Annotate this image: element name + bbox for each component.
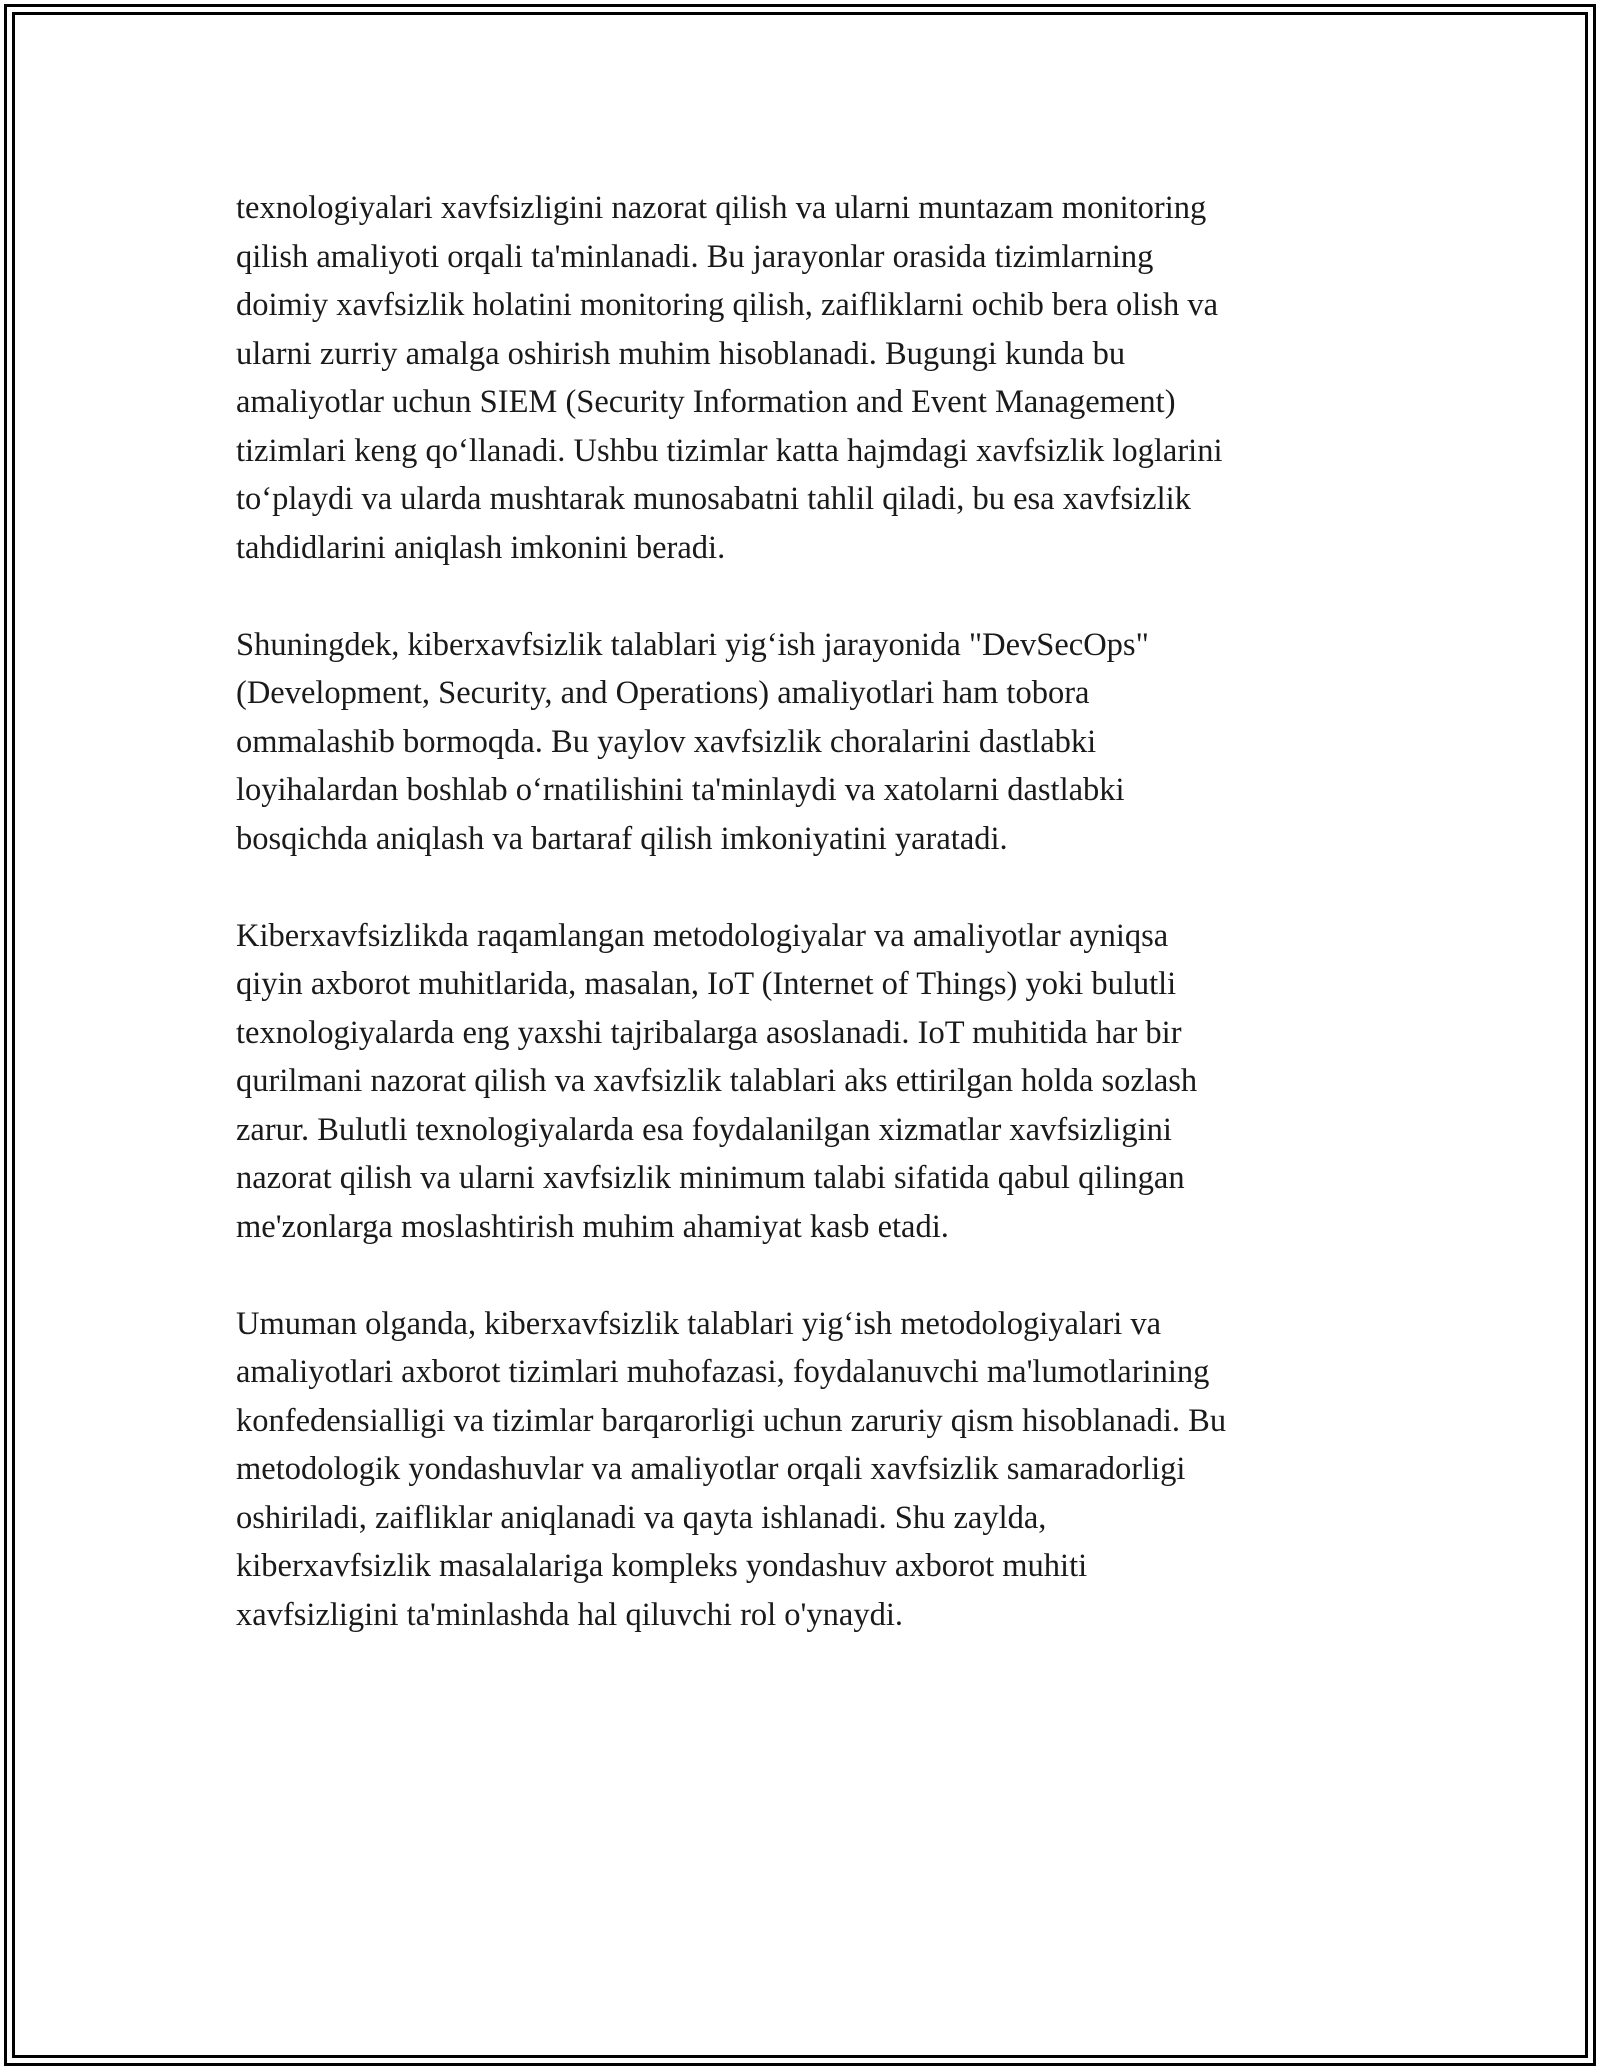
text-line: amaliyotlari axborot tizimlari muhofazasi, foydalanuvchi ma'lumotlarining	[236, 1354, 1210, 1390]
text-line: nazorat qilish va ularni xavfsizlik minimum talabi sifatida qabul qilingan	[236, 1160, 1185, 1196]
text-line: Umuman olganda, kiberxavfsizlik talablari yig‘ish metodologiyalari va	[236, 1305, 1162, 1342]
text-line: tizimlari keng qo‘llanadi. Ushbu tizimlar katta hajmdagi xavfsizlik loglarini	[236, 432, 1223, 469]
text-line: (Development, Security, and Operations) amaliyotlari ham tobora	[236, 675, 1090, 711]
text-line: qiyin axborot muhitlarida, masalan, IoT (Internet of Things) yoki bulutli	[236, 966, 1177, 1002]
text-line: bosqichda aniqlash va bartaraf qilish imkoniyatini yaratadi.	[236, 820, 1008, 857]
text-line: konfedensialligi va tizimlar barqarorligi uchun zaruriy qism hisoblanadi. Bu	[236, 1402, 1227, 1439]
text-line: amaliyotlar uchun SIEM (Security Information and Event Management)	[236, 384, 1176, 420]
text-line: qilish amaliyoti orqali ta'minlanadi. Bu jarayonlar orasida tizimlarning	[236, 238, 1154, 275]
text-line: Kiberxavfsizlikda raqamlangan metodologiyalar va amaliyotlar ayniqsa	[236, 917, 1169, 954]
text-line: tahdidlarini aniqlash imkonini beradi.	[236, 529, 726, 566]
paragraph-4	[236, 1300, 1366, 1640]
text-line: oshiriladi, zaifliklar aniqlanadi va qayta ishlanadi. Shu zaylda,	[236, 1499, 1047, 1536]
text-line: texnologiyalarda eng yaxshi tajribalarga asoslanadi. IoT muhitida har bir	[236, 1014, 1182, 1051]
text-line: texnologiyalari xavfsizligini nazorat qilish va ularni muntazam monitoring	[236, 190, 1207, 226]
text-line: kiberxavfsizlik masalalariga kompleks yondashuv axborot muhiti	[236, 1548, 1088, 1584]
paragraph-1	[236, 184, 1366, 572]
text-line: ularni zurriy amalga oshirish muhim hisoblanadi. Bugungi kunda bu	[236, 335, 1126, 372]
paragraph-3	[236, 912, 1366, 1252]
text-line: metodologik yondashuvlar va amaliyotlar orqali xavfsizlik samaradorligi	[236, 1451, 1186, 1487]
text-line: qurilmani nazorat qilish va xavfsizlik talablari aks ettirilgan holda sozlash	[236, 1063, 1198, 1099]
text-line: xavfsizligini ta'minlashda hal qiluvchi rol o'ynaydi.	[236, 1596, 903, 1633]
text-line: ommalashib bormoqda. Bu yaylov xavfsizlik choralarini dastlabki	[236, 723, 1097, 760]
text-line: loyihalardan boshlab o‘rnatilishini ta'minlaydi va xatolarni dastlabki	[236, 772, 1125, 808]
document-body	[236, 184, 1366, 1688]
text-line: doimiy xavfsizlik holatini monitoring qilish, zaifliklarni ochib bera olish va	[236, 287, 1219, 323]
paragraph-2	[236, 621, 1366, 864]
text-line: Shuningdek, kiberxavfsizlik talablari yig‘ish jarayonida "DevSecOps"	[236, 626, 1149, 663]
text-line: to‘playdi va ularda mushtarak munosabatni tahlil qiladi, bu esa xavfsizlik	[236, 481, 1191, 517]
text-line: me'zonlarga moslashtirish muhim ahamiyat kasb etadi.	[236, 1208, 949, 1245]
text-line: zarur. Bulutli texnologiyalarda esa foydalanilgan xizmatlar xavfsizligini	[236, 1111, 1172, 1148]
